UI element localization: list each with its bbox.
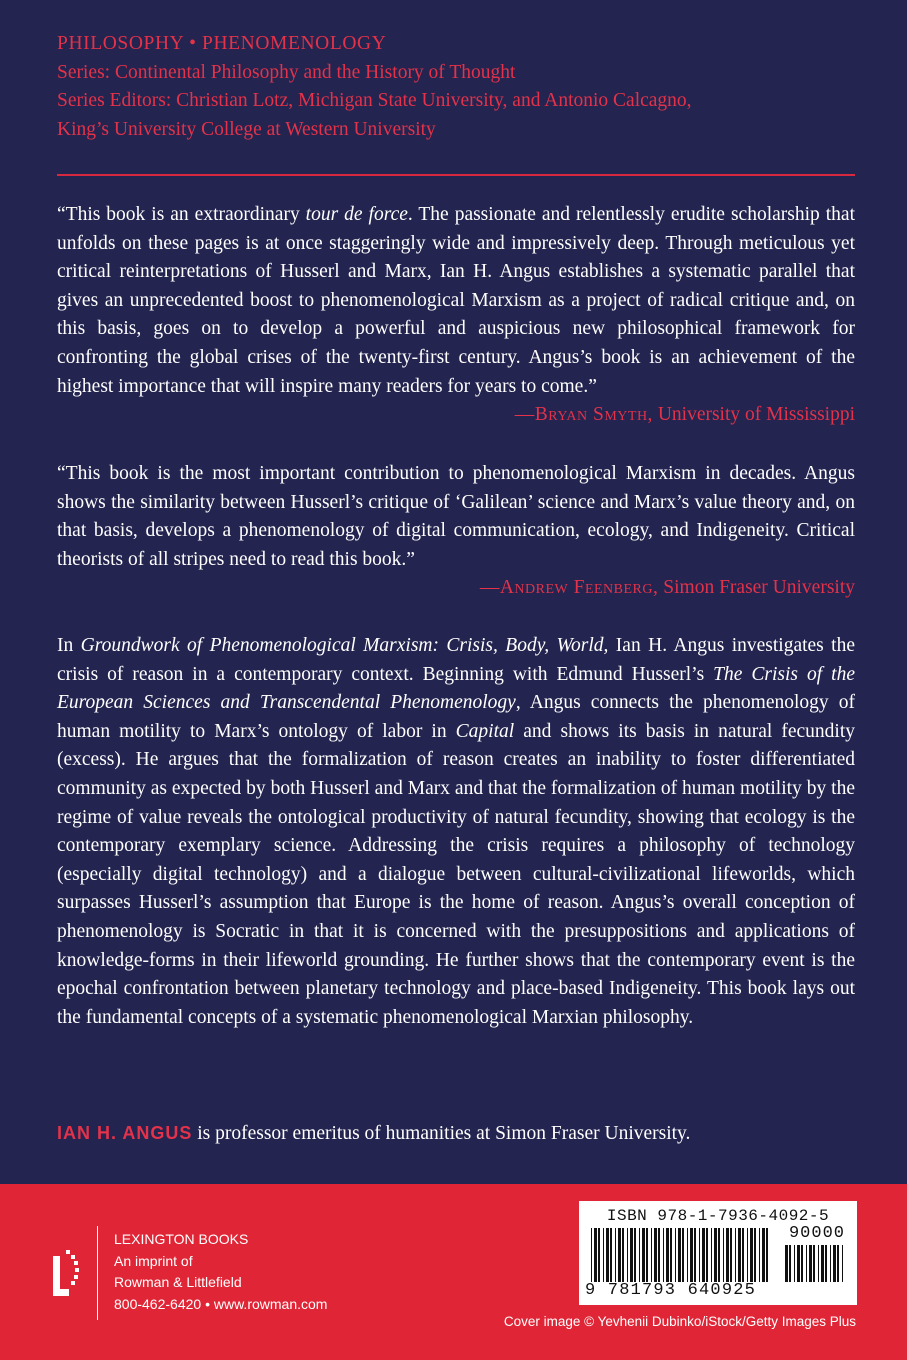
publisher-divider bbox=[97, 1226, 98, 1320]
publisher-info bbox=[114, 1229, 327, 1315]
isbn-number: ISBN 978-1-7936-4092-5 bbox=[606, 1207, 830, 1225]
addon-barcode bbox=[785, 1245, 847, 1282]
cited-title: Capital bbox=[455, 720, 515, 742]
price-addon-digits: 90000 bbox=[788, 1224, 845, 1243]
header-divider bbox=[57, 174, 855, 176]
series-editors-line-1: Series Editors: Christian Lotz, Michigan State University, and Antonio Calcagno, bbox=[57, 90, 692, 111]
cover-image-credit: Cover image © Yevhenii Dubinko/iStock/Getty Images Plus bbox=[503, 1314, 856, 1329]
barcode-box bbox=[579, 1201, 857, 1305]
endorsement-attribution bbox=[57, 574, 855, 603]
publisher-contact: 800-462-6420 • www.rowman.com bbox=[114, 1295, 328, 1312]
publisher-name: LEXINGTON BOOKS bbox=[114, 1231, 249, 1247]
endorsement-text-post: . The passionate and relentlessly erudite scholarship that unfolds on these pages is at once staggeringly wide and impressively deep. Through meticulous yet critical reinterpretations of Husserl and Marx, Ian H. Angus establishes a systematic parallel that gives an unprecedented boost to phenomenological Marxism as a project of radical critique and, on this basis, goes on to develop a powerful and auspicious new philosophical framework for confronting the global crises of the twenty-first century. Angus’s book is an achievement of the highest importance that will inspire many readers for years to come.” bbox=[57, 204, 855, 397]
book-title: Groundwork of Phenomenological Marxism: Crisis, Body, World, bbox=[80, 635, 609, 656]
endorsement-text-pre: “This book is an extraordinary bbox=[57, 204, 306, 225]
ean-digits: 9 781793 640925 bbox=[585, 1281, 757, 1300]
endorser-affiliation: University of Mississippi bbox=[652, 404, 855, 426]
description-text: In bbox=[57, 635, 81, 656]
series-editors-line-2: King’s University College at Western University bbox=[57, 118, 436, 140]
ean-barcode bbox=[591, 1228, 771, 1282]
endorsement-feenberg bbox=[57, 460, 855, 603]
publisher-imprint: An imprint of bbox=[114, 1252, 193, 1269]
author-bio-text: is professor emeritus of humanities at Simon Fraser University. bbox=[192, 1123, 691, 1144]
endorsement-smyth bbox=[57, 201, 855, 430]
publisher-parent: Rowman & Littlefield bbox=[114, 1274, 242, 1290]
subject-line: PHILOSOPHY • PHENOMENOLOGY bbox=[57, 33, 387, 54]
description-text: , Angus connects the phenomenology of human motility to Marx’s ontology of labor in bbox=[57, 692, 856, 742]
series-line: Series: Continental Philosophy and the History of Thought bbox=[57, 61, 516, 83]
endorser-name: —Bryan Smyth, bbox=[514, 404, 653, 426]
series-header bbox=[57, 30, 857, 144]
endorsement-attribution bbox=[515, 401, 855, 430]
cited-title: The Crisis of the European Sciences and Transcendental Phenomenology bbox=[57, 663, 855, 714]
endorser-name: —Andrew Feenberg, bbox=[479, 577, 659, 599]
endorser-affiliation: Simon Fraser University bbox=[658, 577, 855, 599]
description-text: and shows its basis in natural fecundity (excess). He argues that the formalization of reason creates an inability to foster differentiated community as expected by both Husserl and Marx and that the formalization of human motility by the regime of value reveals the ontological productivity of natural fecundity, showing that ecology is the contemporary exemplary science. Addressing the crisis requires a philosophy of technology (especially digital technology) and a dialogue between cultural-civilizational lifeworlds, which surpasses Husserl’s assumption that Europe is the home of reason. Angus’s overall conception of phenomenology is Socratic in that it is concerned with the presuppositions and applications of knowledge-forms in their lifeworld grounding. He further shows that the contemporary event is the epochal confrontation between planetary technology and place-based Indigeneity. This book lays out the fundamental concepts of a systematic phenomenological Marxian philosophy. bbox=[57, 720, 855, 1028]
endorsement-text-italic: tour de force bbox=[305, 204, 408, 225]
author-bio bbox=[57, 1119, 855, 1148]
endorsement-text: “This book is the most important contribution to phenomenological Marxism in decades. Angus shows the similarity between Husserl’s critique of ‘Galilean’ science and Marx’s value theory and, on that basis, develops a phenomenology of digital communication, ecology, and Indigeneity. Critical theorists of all stripes need to read this book.” bbox=[57, 463, 855, 570]
book-description bbox=[57, 632, 855, 1032]
lexington-logo-icon bbox=[53, 1250, 79, 1296]
author-name: IAN H. ANGUS bbox=[57, 1123, 193, 1143]
description-text: Ian H. Angus investigates the crisis of reason in a contemporary context. Beginning with Edmund Husserl’s bbox=[57, 635, 855, 685]
